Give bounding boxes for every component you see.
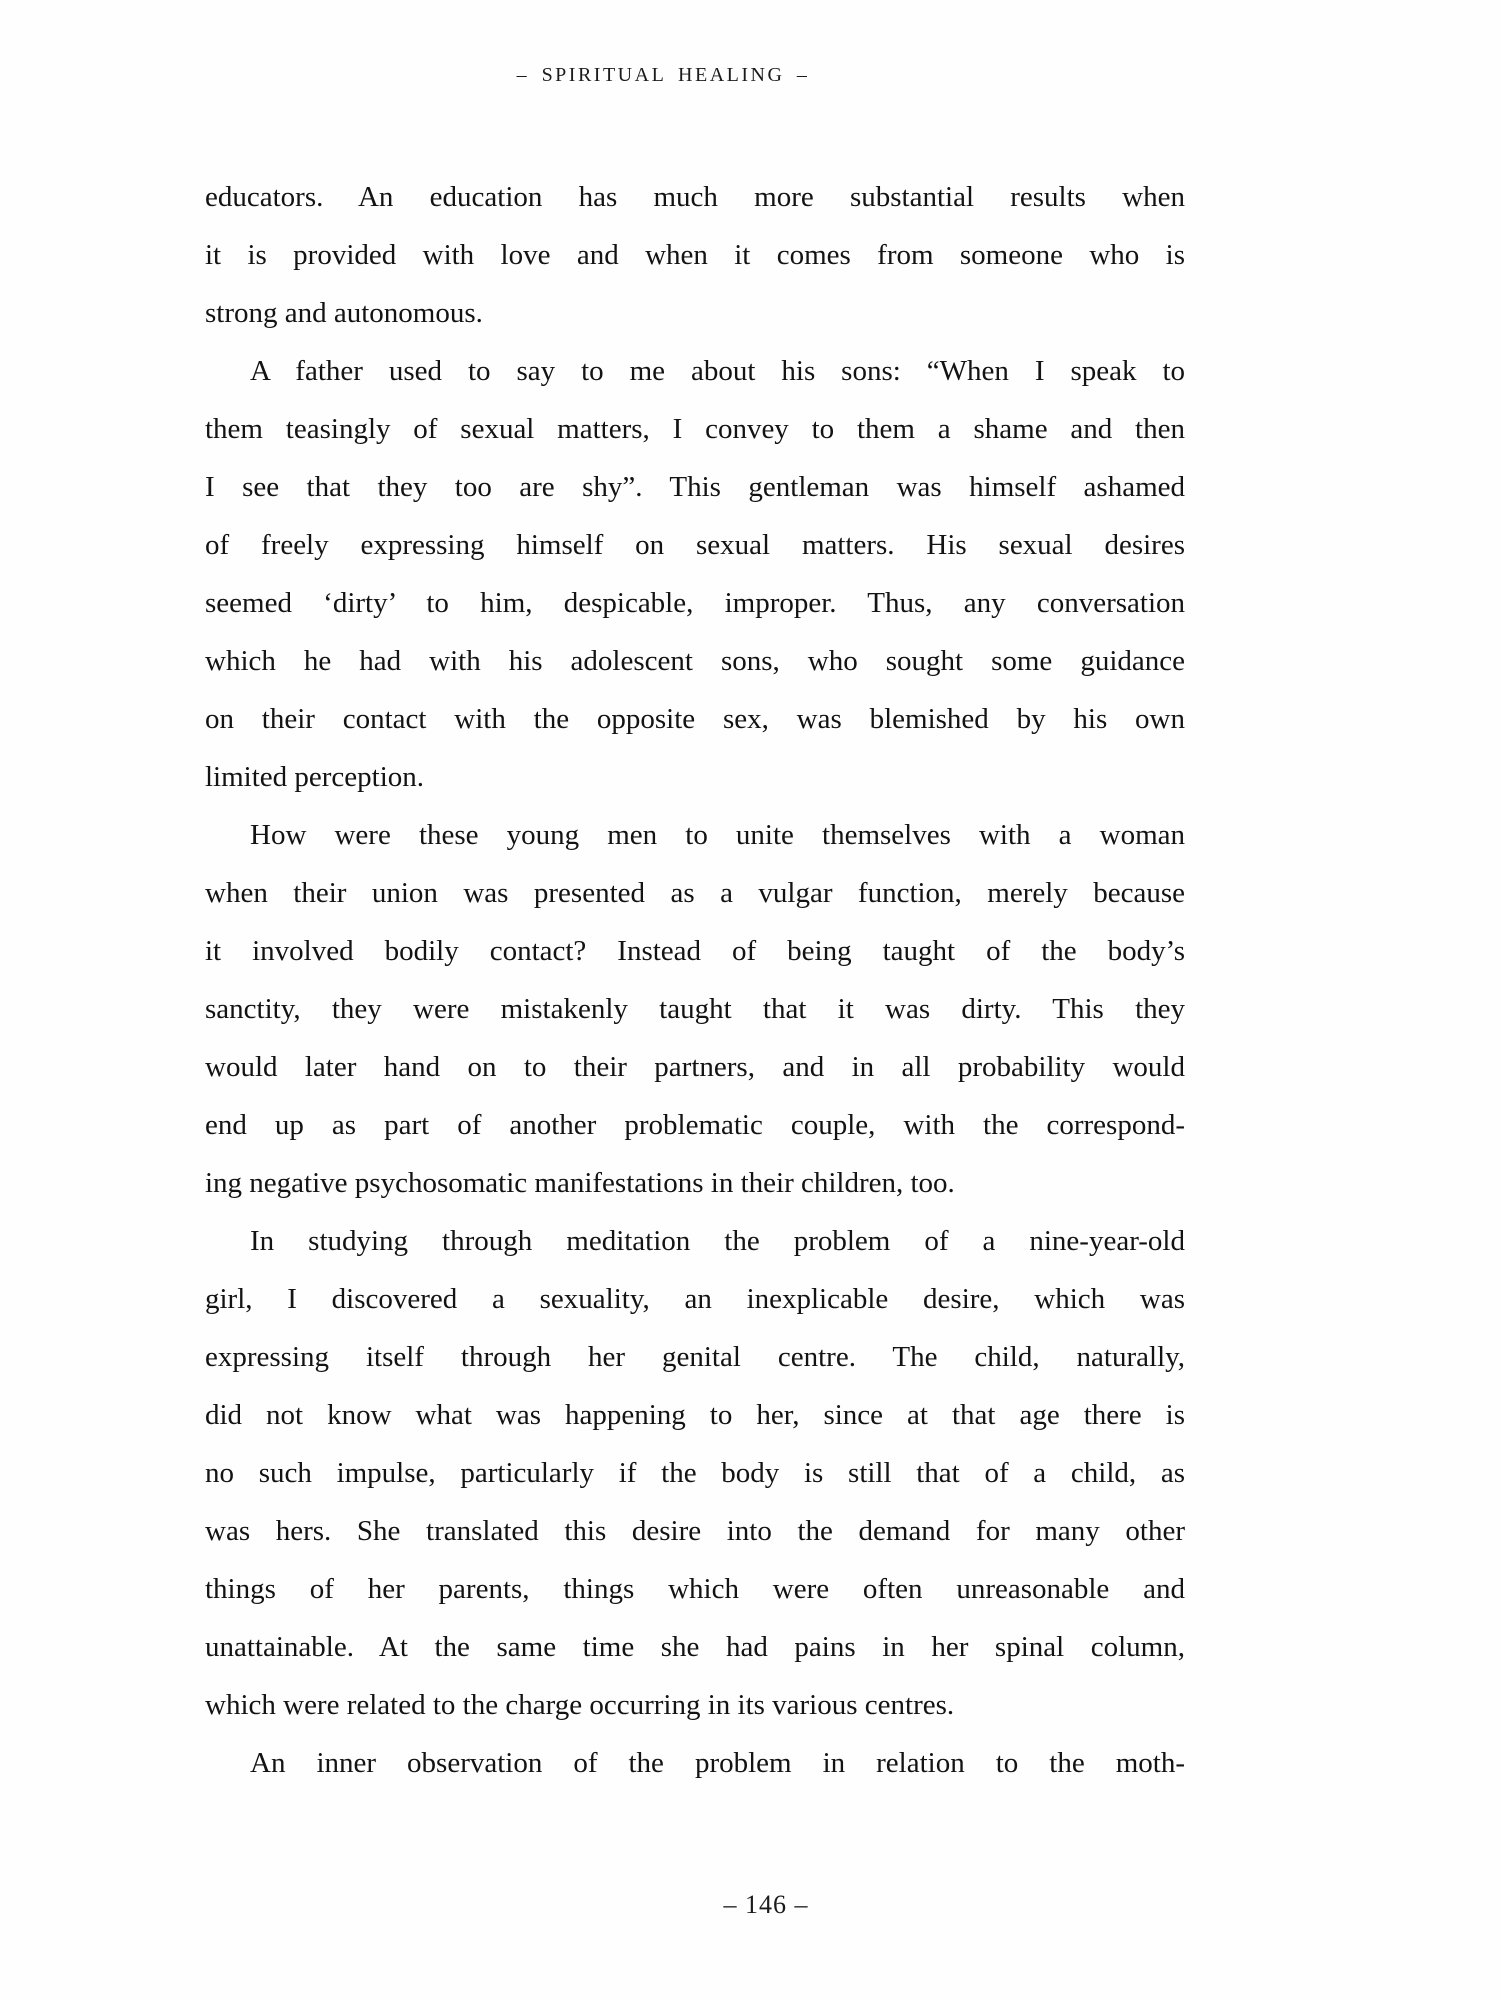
paragraph (205, 168, 1185, 342)
text-line: end up as part of another problematic couple, with the correspond- (205, 1109, 1185, 1141)
text-line: In studying through meditation the problem of a nine-year-old (250, 1225, 1185, 1257)
text-line: I see that they too are shy”. This gentleman was himself ashamed (205, 471, 1185, 503)
paragraph (205, 806, 1185, 1212)
text-line: girl, I discovered a sexuality, an inexplicable desire, which was (205, 1283, 1185, 1315)
page-number: – 146 – (723, 1890, 809, 1919)
text-line: An inner observation of the problem in relation to the moth- (250, 1747, 1185, 1779)
text-line: unattainable. At the same time she had pains in her spinal column, (205, 1631, 1185, 1663)
text-line: things of her parents, things which were often unreasonable and (205, 1573, 1185, 1605)
paragraph (205, 1212, 1185, 1734)
text-line: ing negative psychosomatic manifestations in their children, too. (205, 1167, 955, 1199)
text-line: which he had with his adolescent sons, who sought some guidance (205, 645, 1185, 677)
text-line: them teasingly of sexual matters, I convey to them a shame and then (205, 413, 1185, 445)
text-line: did not know what was happening to her, since at that age there is (205, 1399, 1185, 1431)
text-line: was hers. She translated this desire into the demand for many other (205, 1515, 1185, 1547)
text-line: sanctity, they were mistakenly taught that it was dirty. This they (205, 993, 1185, 1025)
text-line: on their contact with the opposite sex, was blemished by his own (205, 703, 1185, 735)
text-line: would later hand on to their partners, and in all probability would (205, 1051, 1185, 1083)
text-line: no such impulse, particularly if the body is still that of a child, as (205, 1457, 1185, 1489)
text-line: it involved bodily contact? Instead of being taught of the body’s (205, 935, 1185, 967)
text-line: How were these young men to unite themselves with a woman (250, 819, 1185, 851)
text-line: strong and autonomous. (205, 297, 483, 329)
paragraph (205, 342, 1185, 806)
text-line: educators. An education has much more substantial results when (205, 181, 1185, 213)
text-line: when their union was presented as a vulgar function, merely because (205, 877, 1185, 909)
text-line: which were related to the charge occurring in its various centres. (205, 1689, 955, 1721)
paragraph (205, 1734, 1185, 1792)
body-text (205, 168, 1185, 1792)
text-line: seemed ‘dirty’ to him, despicable, improper. Thus, any conversation (205, 587, 1185, 619)
text-line: expressing itself through her genital centre. The child, naturally, (205, 1341, 1185, 1373)
text-line: A father used to say to me about his sons: “When I speak to (250, 355, 1185, 387)
text-line: it is provided with love and when it comes from someone who is (205, 239, 1185, 271)
text-line: limited perception. (205, 761, 425, 793)
running-header: – SPIRITUAL HEALING – (516, 64, 810, 86)
text-line: of freely expressing himself on sexual matters. His sexual desires (205, 529, 1185, 561)
